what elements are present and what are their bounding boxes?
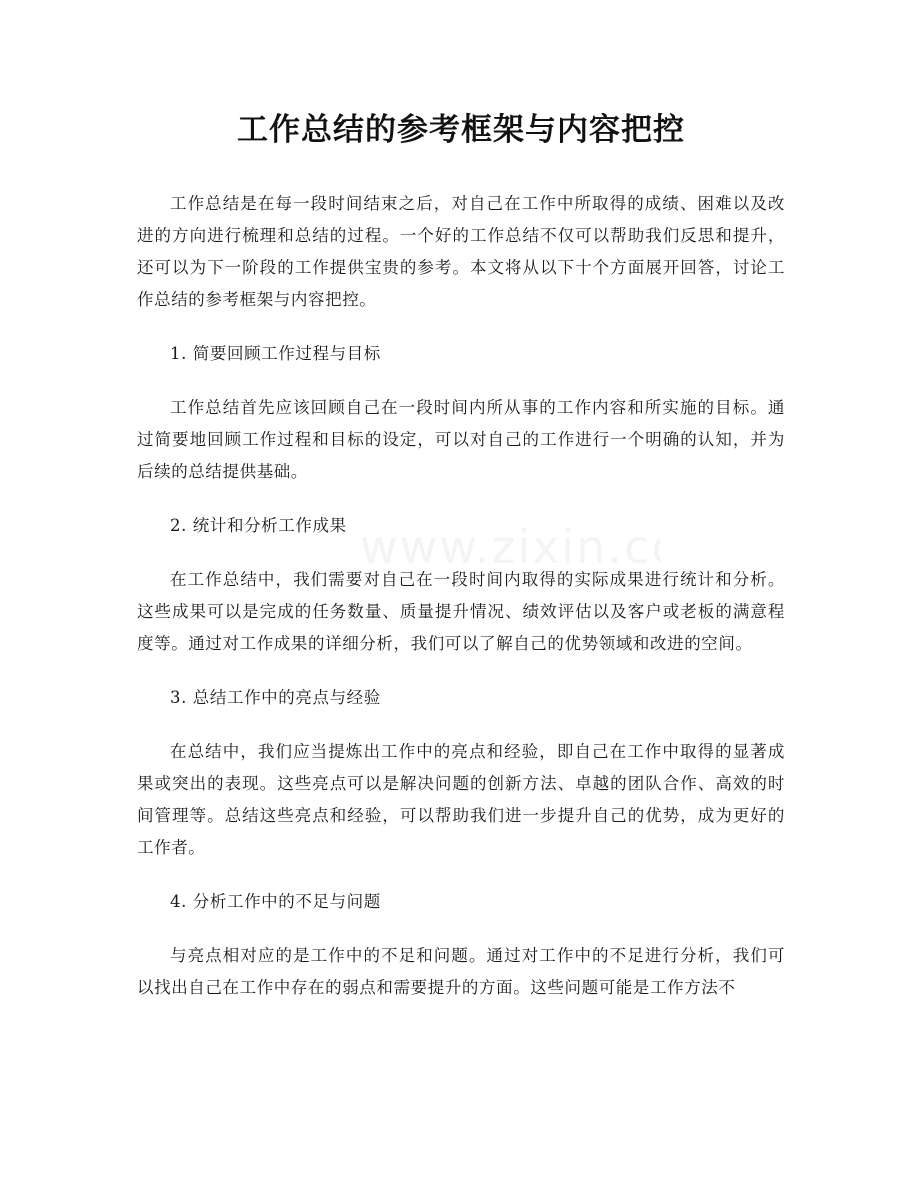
section-heading-1: 1. 简要回顾工作过程与目标 [170, 344, 381, 363]
section-heading-2: 2. 统计和分析工作成果 [170, 516, 347, 535]
section-heading-3: 3. 总结工作中的亮点与经验 [170, 688, 381, 707]
section-body-2: 在工作总结中，我们需要对自己在一段时间内取得的实际成果进行统计和分析。这些成果可以是完成的任务数量、质量提升情况、绩效评估以及客户或老板的满意程度等。通过对工作成果的详细分析，我们可以了解自己的优势领域和改进的空间。 [137, 570, 785, 653]
section-body-3: 在总结中，我们应当提炼出工作中的亮点和经验，即自己在工作中取得的显著成果或突出的表现。这些亮点可以是解决问题的创新方法、卓越的团队合作、高效的时间管理等。总结这些亮点和经验，可以帮助我们进一步提升自己的优势，成为更好的工作者。 [137, 742, 785, 857]
section-heading-4: 4. 分析工作中的不足与问题 [170, 892, 381, 911]
section-body-1: 工作总结首先应该回顾自己在一段时间内所从事的工作内容和所实施的目标。通过简要地回顾工作过程和目标的设定，可以对自己的工作进行一个明确的认知，并为后续的总结提供基础。 [137, 398, 785, 481]
intro-paragraph: 工作总结是在每一段时间结束之后，对自己在工作中所取得的成绩、困难以及改进的方向进行梳理和总结的过程。一个好的工作总结不仅可以帮助我们反思和提升，还可以为下一阶段的工作提供宝贵的参考。本文将从以下十个方面展开回答，讨论工作总结的参考框架与内容把控。 [137, 194, 785, 309]
section-body-4: 与亮点相对应的是工作中的不足和问题。通过对工作中的不足进行分析，我们可以找出自己在工作中存在的弱点和需要提升的方面。这些问题可能是工作方法不 [137, 946, 785, 997]
document-title: 工作总结的参考框架与内容把控 [237, 112, 685, 148]
